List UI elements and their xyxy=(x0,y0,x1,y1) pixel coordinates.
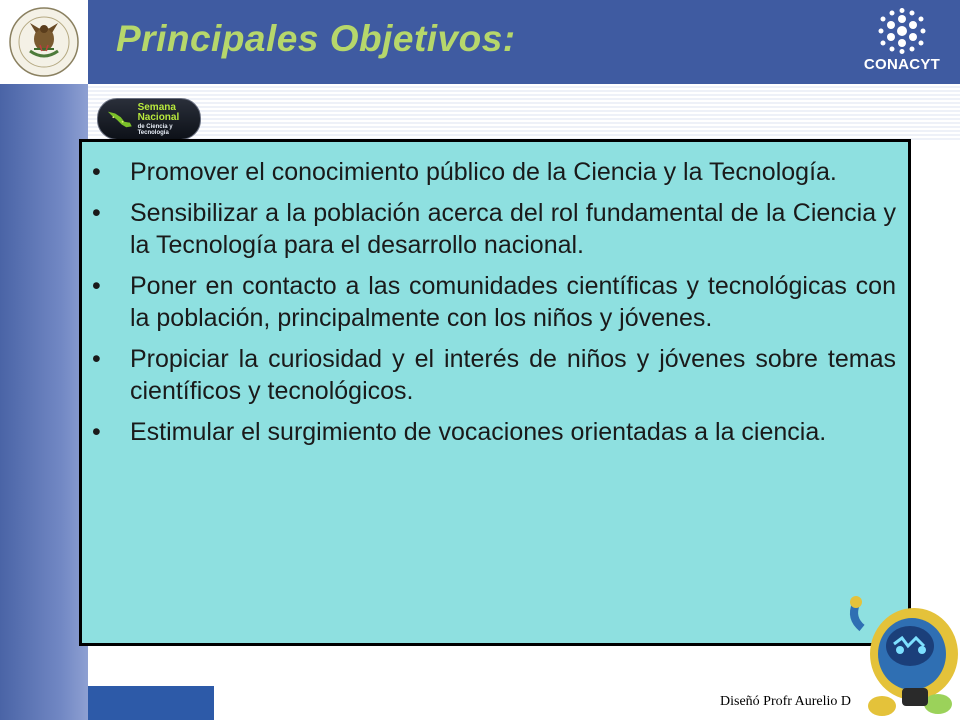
slide-title: Principales Objetivos: xyxy=(116,18,516,59)
mexico-seal-logo xyxy=(0,0,88,84)
conacyt-dots-icon xyxy=(878,8,926,54)
mexico-map-icon xyxy=(106,108,134,130)
conacyt-label: CONACYT xyxy=(863,56,941,73)
objectives-box xyxy=(79,139,911,646)
bullet-text: Poner en contacto a las comunidades científicas y tecnológicas con la población, principalmente con los niños y jóvenes. xyxy=(130,271,896,332)
bullet-text: Estimular el surgimiento de vocaciones orientadas a la ciencia. xyxy=(130,417,827,446)
header-stripes xyxy=(88,84,960,140)
objectives-list xyxy=(82,142,908,448)
semana-nacional-badge xyxy=(97,98,201,140)
bottom-decorative-band xyxy=(88,686,214,720)
bullet-text: Sensibilizar a la población acerca del rol fundamental de la Ciencia y la Tecnología para el desarrollo nacional. xyxy=(130,198,896,259)
list-item xyxy=(92,270,898,335)
bullet-marker: • xyxy=(92,344,101,373)
list-item xyxy=(92,197,898,262)
list-item xyxy=(92,343,898,408)
bullet-text: Propiciar la curiosidad y el interés de niños y jóvenes sobre temas científicos y tecnológicos. xyxy=(130,344,896,405)
badge-line1: Semana xyxy=(137,101,176,113)
bullet-marker: • xyxy=(92,417,101,446)
list-item xyxy=(92,416,898,449)
badge-line3: de Ciencia y Tecnología xyxy=(137,123,173,136)
bullet-marker: • xyxy=(92,158,101,186)
bullet-marker: • xyxy=(92,198,101,227)
footer-credit: Diseñó Profr Aurelio D xyxy=(720,694,852,709)
left-decorative-band xyxy=(0,0,88,720)
astronaut-mascot-icon xyxy=(842,588,960,720)
badge-line2: Nacional xyxy=(137,111,180,123)
conacyt-logo xyxy=(860,8,944,78)
bullet-text: Promover el conocimiento público de la Ciencia y la Tecnología. xyxy=(130,158,837,186)
bullet-marker: • xyxy=(92,271,101,300)
list-item xyxy=(92,156,898,189)
seal-icon xyxy=(6,5,82,79)
